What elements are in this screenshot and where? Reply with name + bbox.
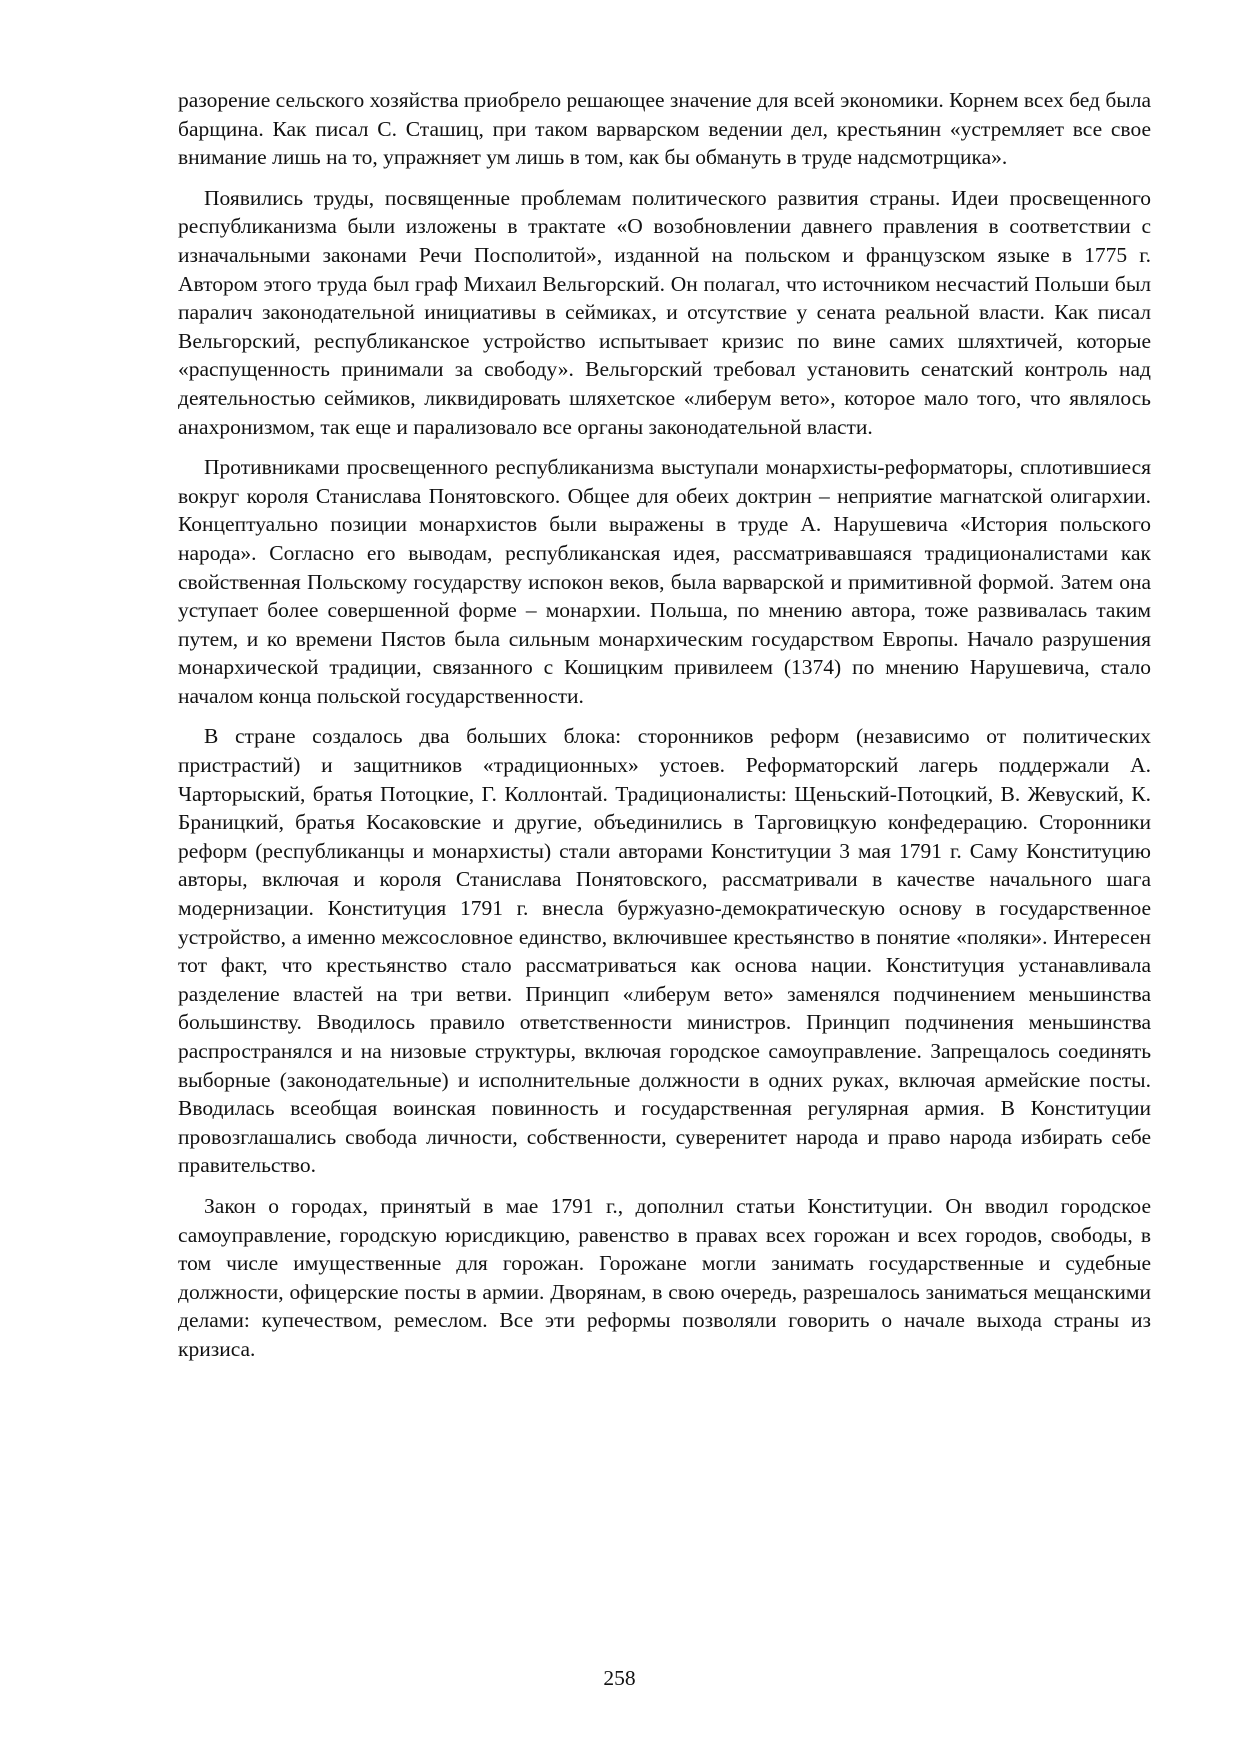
page-body [178,86,1151,1376]
paragraph-city-law: Закон о городах, принятый в мае 1791 г., дополнил статьи Конституции. Он вводил городское самоуправление, городскую юрисдикцию, равенство в правах всех горожан и всех городов, свободы, в том числе имущественные для горожан. Горожане могли занимать государственные и судебные должности, офицерские посты в армии. Дворянам, в свою очередь, разрешалось заниматься мещанскими делами: купечеством, ремеслом. Все эти реформы позволяли говорить о начале выхода страны из кризиса. [178,1193,1151,1361]
paragraph-monarchists: Противниками просвещенного республиканизма выступали монархисты-реформаторы, сплотившиеся вокруг короля Станислава Понятовского. Общее для обеих доктрин – неприятие магнатской олигархии. Концептуально позиции монархистов были выражены в труде А. Нарушевича «История польского народа». Согласно его выводам, республиканская идея, рассматривавшаяся традиционалистами как свойственная Польскому государству испокон веков, была варварской и примитивной формой. Затем она уступает более совершенной форме – монархии. Польша, по мнению автора, тоже развивалась таким путем, и ко времени Пястов была сильным монархическим государством Европы. Начало разрушения монархической традиции, связанного с Кошицким привилеем (1374) по мнению Нарушевича, стало началом конца польской государственности. [178,455,1151,708]
page-number: 258 [603,1666,636,1690]
paragraph-constitution: В стране создалось два больших блока: сторонников реформ (независимо от политических пристрастий) и защитников «традиционных» устоев. Реформаторский лагерь поддержали А. Чарторыский, братья Потоцкие, Г. Коллонтай. Традиционалисты: Щеньский-Потоцкий, В. Жевуский, К. Браницкий, братья Косаковские и другие, объединились в Тарговицкую конфедерацию. Сторонники реформ (республиканцы и монархисты) стали авторами Конституции 3 мая 1791 г. Саму Конституцию авторы, включая и короля Станислава Понятовского, рассматривали в качестве начального шага модернизации. Конституция 1791 г. внесла буржуазно-демократическую основу в государственное устройство, а именно межсословное единство, включившее крестьянство в понятие «поляки». Интересен тот факт, что крестьянство стало рассматриваться как основа нации. Конституция устанавливала разделение властей на три ветви. Принцип «либерум вето» заменялся подчинением меньшинства большинству. Вводилось правило ответственности министров. Принцип подчинения меньшинства распространялся и на низовые структуры, включая городское самоуправление. Запрещалось соединять выборные (законодательные) и исполнительные должности в одних руках, включая армейские посты. Вводилась всеобщая воинская повинность и государственная регулярная армия. В Конституции провозглашались свобода личности, собственности, суверенитет народа и право народа избирать себе правительство. [178,724,1151,1178]
paragraph-political-works: Появились труды, посвященные проблемам политического развития страны. Идеи просвещенного республиканизма были изложены в трактате «О возобновлении давнего правления в соответствии с изначальными законами Речи Посполитой», изданной на польском и французском языке в 1775 г. Автором этого труда был граф Михаил Вельгорский. Он полагал, что источником несчастий Польши был паралич законодательной инициативы в сеймиках, и отсутствие у сената реальной власти. Как писал Вельгорский, республиканское устройство испытывает кризис по вине самих шляхтичей, которые «распущенность принимали за свободу». Вельгорский требовал установить сенатский контроль над деятельностью сеймиков, ликвидировать шляхетское «либерум вето», которое мало того, что являлось анахронизмом, так еще и парализовало все органы законодательной власти. [178,185,1151,439]
paragraph-continuation: разорение сельского хозяйства приобрело решающее значение для всей экономики. Корнем всех бед была барщина. Как писал С. Сташиц, при таком варварском ведении дел, крестьянин «устремляет все свое внимание лишь на то, упражняет ум лишь в том, как бы обмануть в труде надсмотрщика». [178,88,1151,170]
